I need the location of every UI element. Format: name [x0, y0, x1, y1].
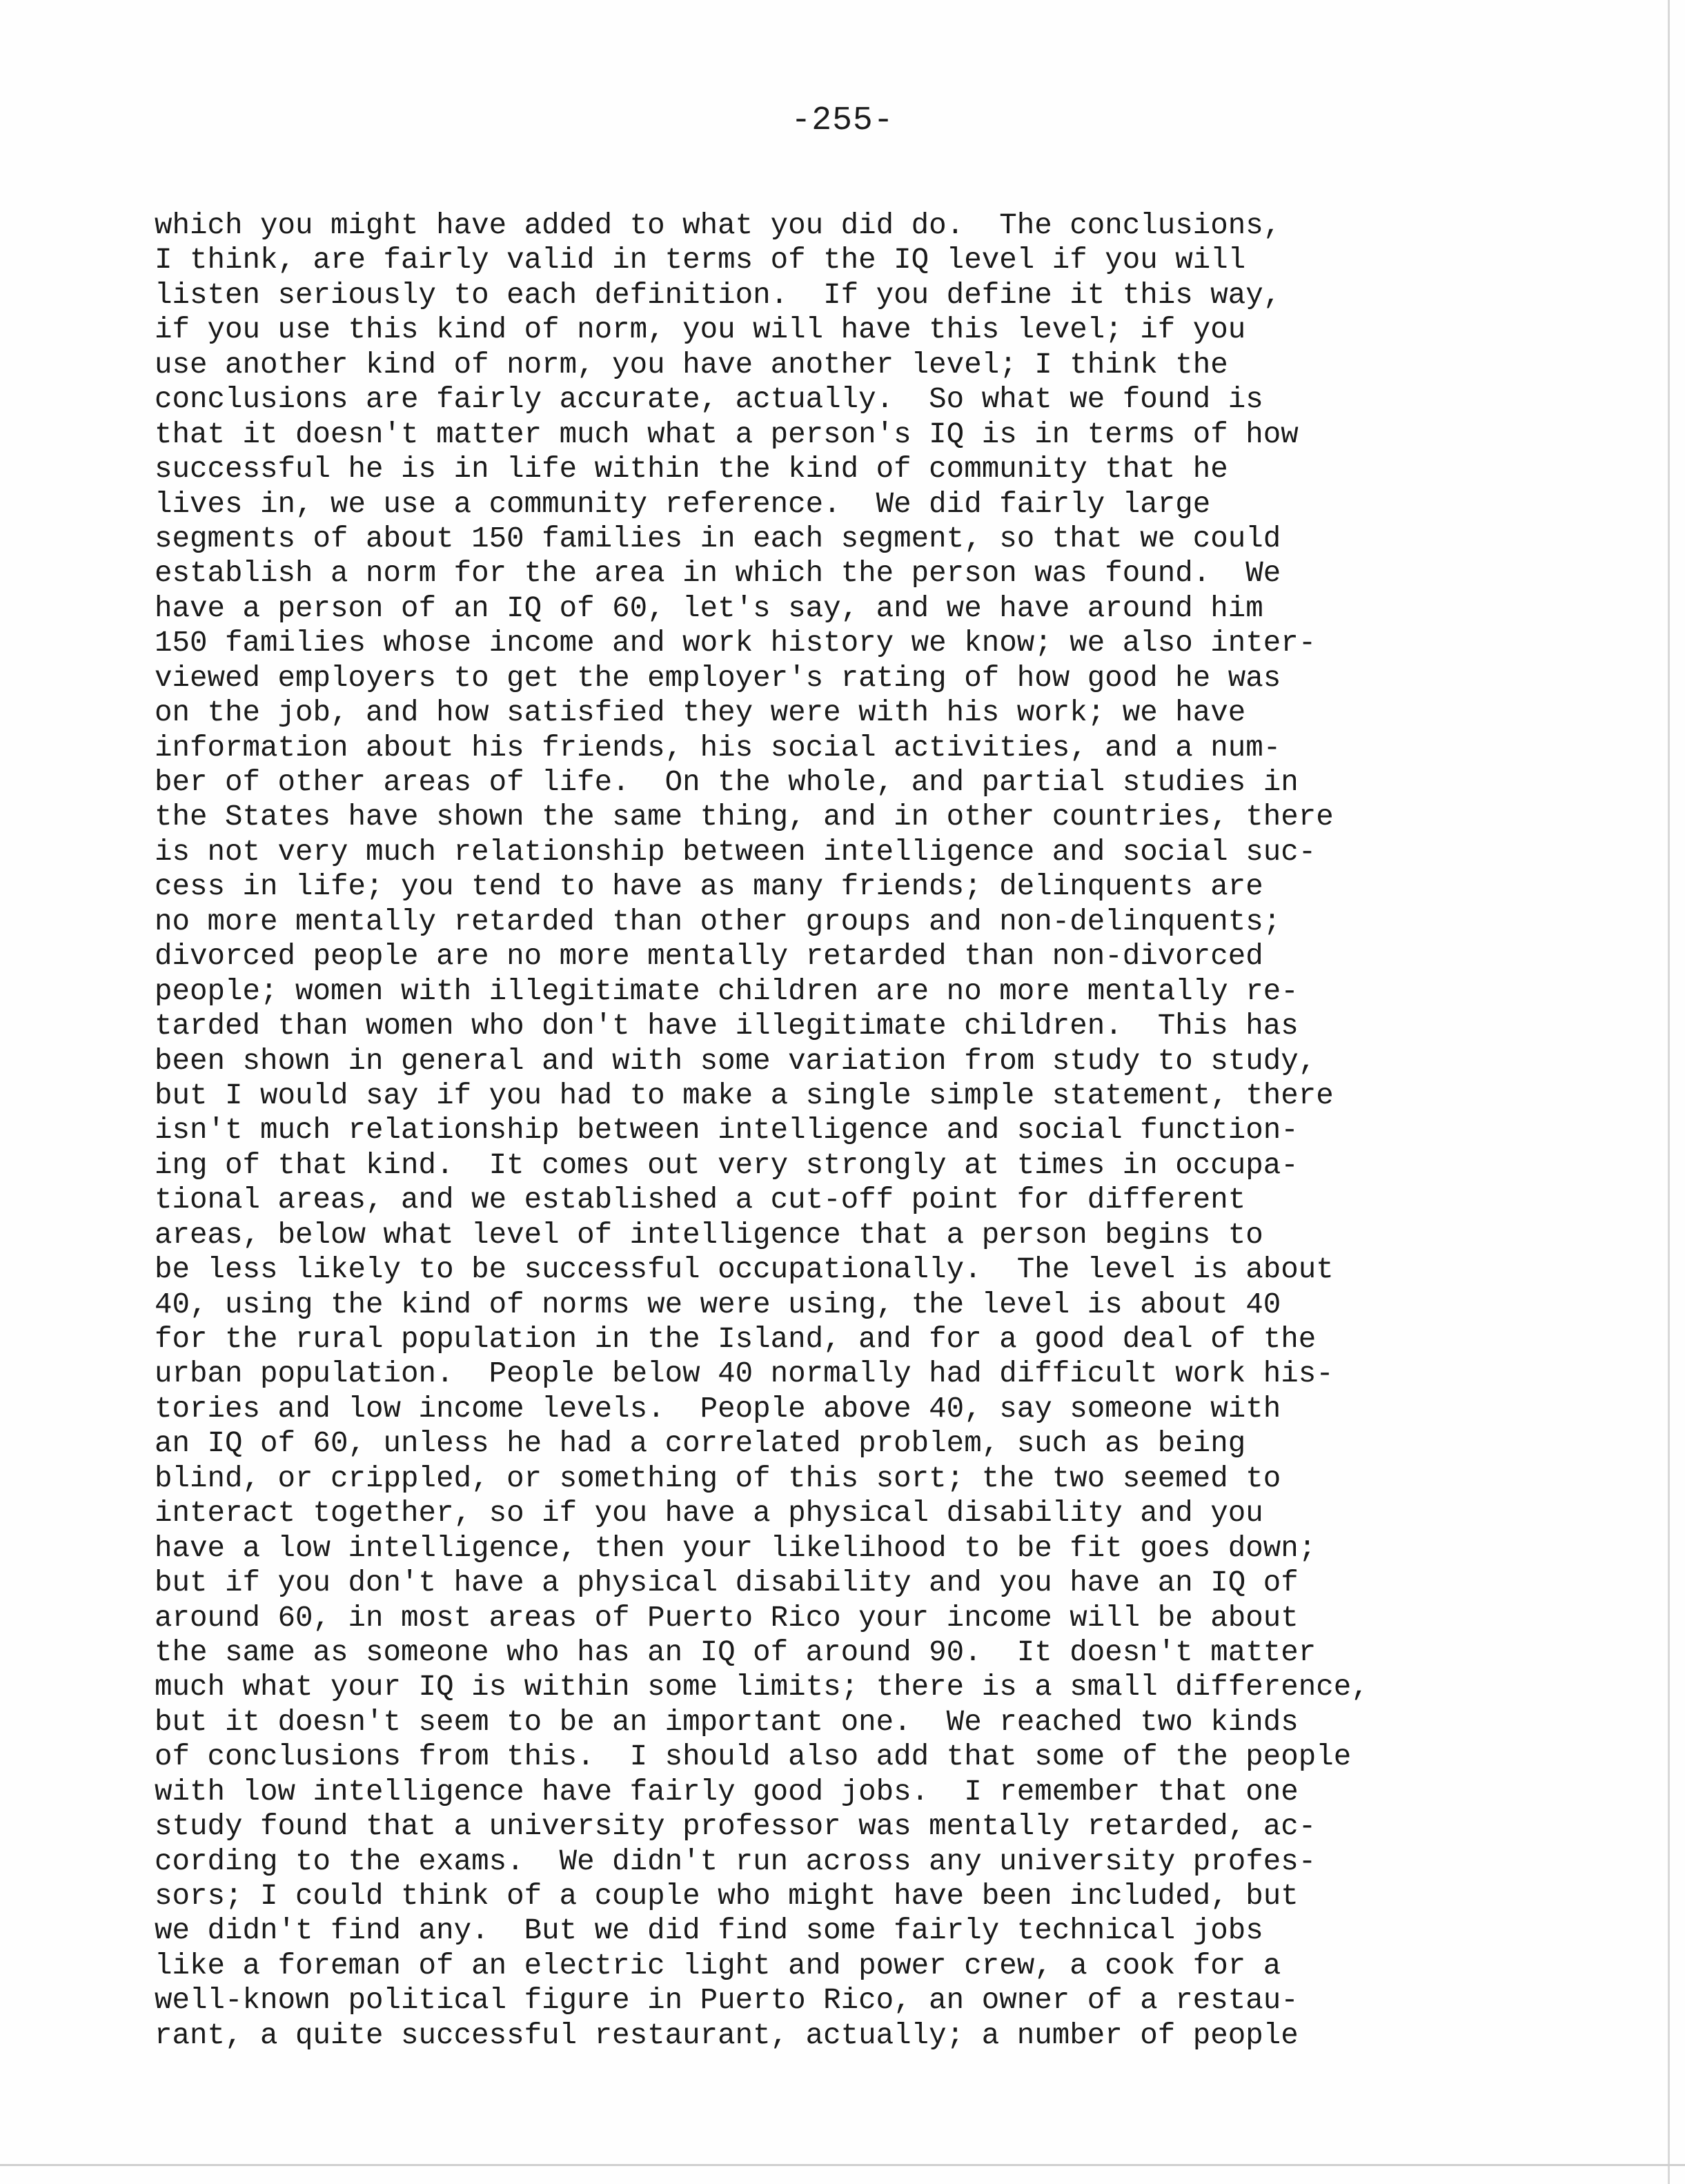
text-line: rant, a quite successful restaurant, actually; a number of people [155, 2018, 1299, 2052]
text-line: conclusions are fairly accurate, actually. So what we found is [155, 383, 1263, 417]
text-line: information about his friends, his social activities, and a num- [155, 731, 1281, 765]
text-line: be less likely to be successful occupationally. The level is about [155, 1253, 1334, 1287]
text-line: been shown in general and with some variation from study to study, [155, 1044, 1317, 1078]
text-line: is not very much relationship between intelligence and social suc- [155, 835, 1317, 869]
text-line: listen seriously to each definition. If you define it this way, [155, 278, 1281, 312]
text-line: blind, or crippled, or something of this sort; the two seemed to [155, 1462, 1281, 1495]
text-line: the States have shown the same thing, and in other countries, there [155, 800, 1334, 834]
page-edge-right [1668, 0, 1670, 2184]
text-line: on the job, and how satisfied they were with his work; we have [155, 696, 1246, 730]
text-line: of conclusions from this. I should also add that some of the people [155, 1740, 1352, 1774]
text-line: well-known political figure in Puerto Rico, an owner of a restau- [155, 1984, 1299, 2018]
text-line: have a person of an IQ of 60, let's say, and we have around him [155, 591, 1263, 625]
text-line: if you use this kind of norm, you will have this level; if you [155, 313, 1246, 347]
text-line: around 60, in most areas of Puerto Rico your income will be about [155, 1601, 1299, 1635]
text-line: 40, using the kind of norms we were using, the level is about 40 [155, 1288, 1281, 1321]
text-line: but I would say if you had to make a single simple statement, there [155, 1079, 1334, 1112]
text-line: cording to the exams. We didn't run across any university profes- [155, 1844, 1317, 1878]
text-line: establish a norm for the area in which the person was found. We [155, 557, 1281, 591]
text-line: like a foreman of an electric light and power crew, a cook for a [155, 1949, 1281, 1983]
text-line: for the rural population in the Island, and for a good deal of the [155, 1323, 1317, 1356]
text-line: isn't much relationship between intelligence and social function- [155, 1114, 1299, 1148]
text-line: which you might have added to what you did do. The conclusions, [155, 209, 1281, 242]
text-line: segments of about 150 families in each segment, so that we could [155, 522, 1281, 555]
text-line: tarded than women who don't have illegitimate children. This has [155, 1010, 1299, 1043]
text-line: urban population. People below 40 normally had difficult work his- [155, 1357, 1334, 1391]
text-line: areas, below what level of intelligence that a person begins to [155, 1218, 1263, 1252]
text-line: we didn't find any. But we did find some fairly technical jobs [155, 1914, 1263, 1948]
text-line: tories and low income levels. People above 40, say someone with [155, 1392, 1281, 1426]
text-line: cess in life; you tend to have as many friends; delinquents are [155, 870, 1263, 904]
text-line: but if you don't have a physical disability and you have an IQ of [155, 1566, 1299, 1600]
text-line: no more mentally retarded than other groups and non-delinquents; [155, 905, 1281, 938]
text-line: interact together, so if you have a physical disability and you [155, 1497, 1263, 1531]
text-line: sors; I could think of a couple who might have been included, but [155, 1880, 1299, 1913]
text-line: divorced people are no more mentally retarded than non-divorced [155, 940, 1263, 974]
text-line: viewed employers to get the employer's rating of how good he was [155, 661, 1281, 695]
text-line: an IQ of 60, unless he had a correlated problem, such as being [155, 1427, 1246, 1461]
page-edge-bottom [0, 2164, 1685, 2166]
text-line: successful he is in life within the kind of community that he [155, 453, 1228, 486]
text-line: use another kind of norm, you have another level; I think the [155, 348, 1228, 382]
text-line: but it doesn't seem to be an important one. We reached two kinds [155, 1705, 1299, 1739]
text-line: I think, are fairly valid in terms of the IQ level if you will [155, 244, 1246, 277]
text-line: much what your IQ is within some limits; there is a small difference, [155, 1671, 1369, 1704]
text-line: 150 families whose income and work history we know; we also inter- [155, 627, 1317, 660]
text-line: study found that a university professor was mentally retarded, ac- [155, 1810, 1317, 1844]
text-line: the same as someone who has an IQ of around 90. It doesn't matter [155, 1635, 1317, 1669]
text-line: with low intelligence have fairly good jobs. I remember that one [155, 1775, 1299, 1809]
text-line: people; women with illegitimate children are no more mentally re- [155, 974, 1299, 1008]
body-paragraph [155, 208, 1369, 2053]
text-line: ber of other areas of life. On the whole, and partial studies in [155, 766, 1299, 799]
page-number: -255- [791, 102, 894, 139]
text-line: lives in, we use a community reference. We did fairly large [155, 487, 1211, 521]
text-line: have a low intelligence, then your likelihood to be fit goes down; [155, 1531, 1317, 1565]
text-line: that it doesn't matter much what a person's IQ is in terms of how [155, 417, 1299, 451]
text-line: ing of that kind. It comes out very strongly at times in occupa- [155, 1148, 1299, 1182]
text-line: tional areas, and we established a cut-off point for different [155, 1183, 1246, 1217]
